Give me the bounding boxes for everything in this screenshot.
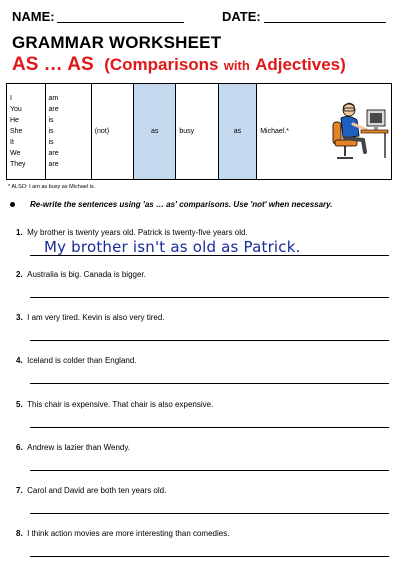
question-text: Iceland is colder than England. bbox=[27, 356, 137, 365]
with-word: with bbox=[223, 58, 250, 73]
not-cell: (not) bbox=[91, 84, 133, 180]
answer-line[interactable] bbox=[30, 255, 389, 256]
verb-item: is bbox=[48, 117, 54, 124]
question-text: I think action movies are more interesting than comedies. bbox=[27, 529, 230, 538]
question-text: Andrew is lazier than Wendy. bbox=[27, 443, 130, 452]
answer-line[interactable] bbox=[30, 470, 389, 471]
instruction-text: Re-write the sentences using 'as … as' comparisons. Use 'not' when necessary. bbox=[30, 200, 333, 209]
question-text: My brother is twenty years old. Patrick is twenty-five years old. bbox=[27, 228, 248, 237]
worksheet-subtitle bbox=[12, 54, 346, 76]
example-answer: My brother isn't as old as Patrick. bbox=[44, 238, 301, 256]
question-text: I am very tired. Kevin is also very tired. bbox=[27, 313, 165, 322]
verb-item: is bbox=[48, 139, 54, 146]
question-number: 8. bbox=[16, 529, 23, 538]
as-as-heading: AS … AS bbox=[12, 54, 94, 75]
subject-item: You bbox=[10, 106, 22, 113]
verb-item: are bbox=[48, 106, 59, 113]
subject-item: It bbox=[10, 139, 14, 146]
answer-line[interactable] bbox=[30, 297, 389, 298]
question-text: Carol and David are both ten years old. bbox=[27, 486, 167, 495]
grammar-table bbox=[6, 83, 392, 180]
question-item bbox=[16, 356, 137, 365]
question-number: 4. bbox=[16, 356, 23, 365]
question-item bbox=[16, 529, 229, 538]
also-note: * ALSO: I am as busy as Michael is. bbox=[8, 184, 96, 190]
question-item bbox=[16, 270, 146, 279]
subject-item: I bbox=[10, 95, 12, 102]
question-number: 3. bbox=[16, 313, 23, 322]
verb-item: is bbox=[48, 128, 54, 135]
subject-item: He bbox=[10, 117, 19, 124]
subject-column bbox=[7, 84, 46, 180]
comparisons-heading: (Comparisons bbox=[104, 55, 219, 74]
question-item bbox=[16, 443, 130, 452]
date-label: DATE: bbox=[222, 9, 261, 24]
question-item bbox=[16, 486, 166, 495]
object-cell bbox=[257, 84, 392, 180]
verb-item: am bbox=[48, 95, 59, 102]
answer-line[interactable] bbox=[30, 383, 389, 384]
question-number: 1. bbox=[16, 228, 23, 237]
answer-line[interactable] bbox=[30, 513, 389, 514]
question-number: 7. bbox=[16, 486, 23, 495]
question-number: 6. bbox=[16, 443, 23, 452]
subject-item: We bbox=[10, 150, 21, 157]
question-text: Australia is big. Canada is bigger. bbox=[27, 270, 146, 279]
verb-item: are bbox=[48, 150, 59, 157]
adjectives-heading: Adjectives) bbox=[255, 55, 346, 74]
name-label: NAME: bbox=[12, 9, 55, 24]
as-cell-2: as bbox=[218, 84, 257, 180]
question-number: 5. bbox=[16, 400, 23, 409]
question-item bbox=[16, 313, 165, 322]
verb-column bbox=[45, 84, 91, 180]
adjective-cell: busy bbox=[176, 84, 218, 180]
object-text: Michael.* bbox=[260, 128, 290, 135]
as-cell-1: as bbox=[134, 84, 176, 180]
bullet-icon bbox=[10, 202, 15, 207]
subject-item: They bbox=[10, 161, 26, 168]
answer-line[interactable] bbox=[30, 556, 389, 557]
question-text: This chair is expensive. That chair is also expensive. bbox=[27, 400, 214, 409]
verb-item: are bbox=[48, 161, 59, 168]
worksheet-title: GRAMMAR WORKSHEET bbox=[12, 33, 222, 52]
subject-item: She bbox=[10, 128, 23, 135]
answer-line[interactable] bbox=[30, 427, 389, 428]
busy-man-at-computer-icon bbox=[327, 96, 389, 162]
question-item bbox=[16, 400, 213, 409]
question-item bbox=[16, 228, 248, 237]
name-field[interactable] bbox=[57, 22, 184, 23]
question-number: 2. bbox=[16, 270, 23, 279]
answer-line[interactable] bbox=[30, 340, 389, 341]
date-field[interactable] bbox=[264, 22, 386, 23]
